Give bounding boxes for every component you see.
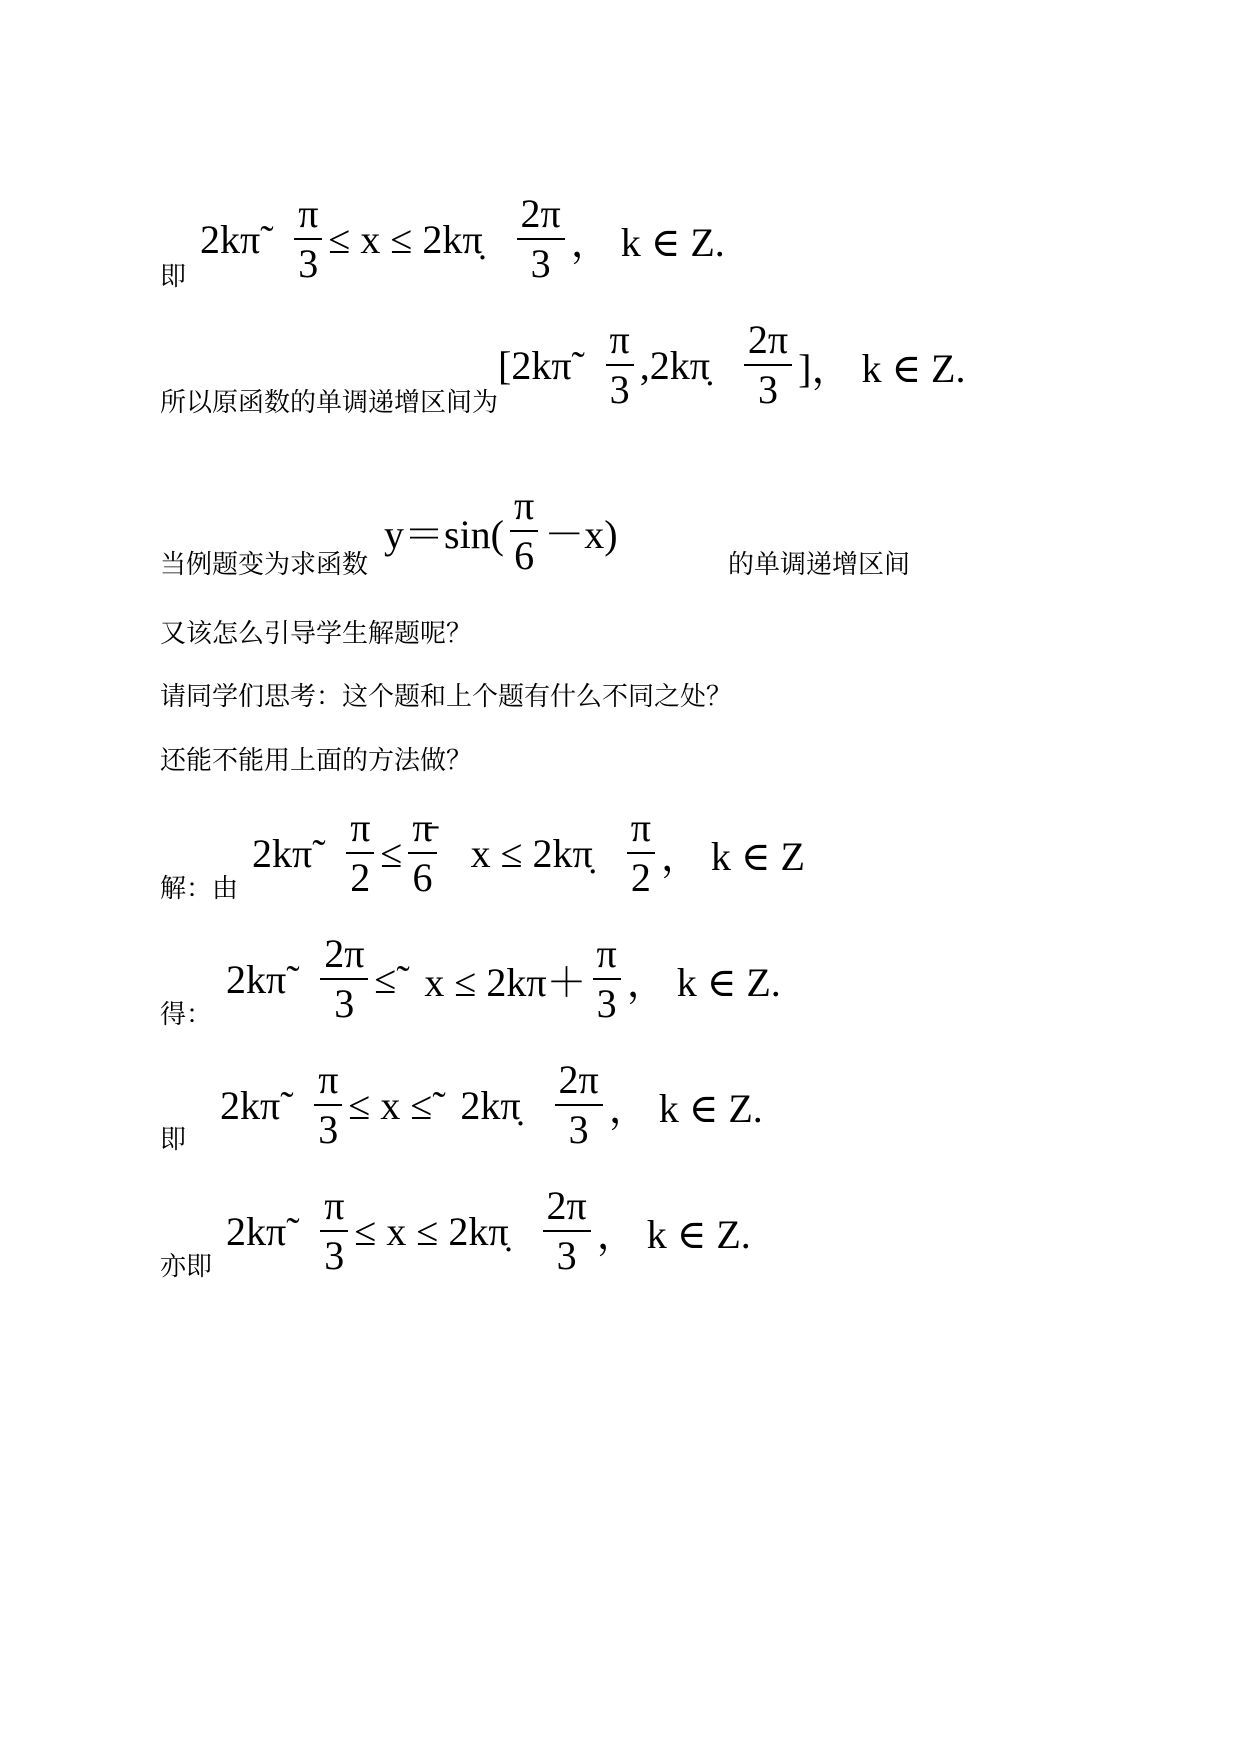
fraction: $\frac{\pi}{3}$ [606,318,634,412]
eq-term: 2kπ̃ [226,956,287,1002]
line-10-equation [226,1184,751,1278]
eq-term: ≤ x ≤ 2kπ̣ [354,1208,509,1254]
eq-term: ]， k ∈ Z. [798,345,966,391]
eq-term: ， k ∈ Z. [596,1211,751,1257]
line-2-label: 所以原函数的单调递增区间为 [160,388,499,418]
line-1-equation [200,192,725,286]
eq-term: ≤̃ [374,956,397,1002]
line-3-equation [384,484,618,578]
paragraph-question-3: 还能不能用上面的方法做？ [160,746,473,776]
eq-term: 2kπ̃ [220,1082,281,1128]
fraction: $\frac{\pi}{3}$ [320,1184,348,1278]
fraction: $\frac{\pi}{3}$ [314,1058,342,1152]
fraction: $\frac{\pi}{2}$ [627,806,655,900]
eq-term: x ≤ 2kπ̣ [470,830,593,876]
fraction: $\frac{2\pi}{3}$ [744,318,792,412]
eq-term: ≤ x ≤ 2kπ̣ [328,216,483,262]
eq-term: ， k ∈ Z. [608,1085,763,1131]
line-solution-equation [252,806,805,900]
fraction: $\frac{\pi}{3}$ [593,932,621,1026]
line-result-equation [226,932,781,1026]
paragraph-question-2: 请同学们思考：这个题和上个题有什么不同之处？ [160,682,733,712]
fraction: $\frac{\pi}{2}$ [346,806,374,900]
line-9-equation [220,1058,763,1152]
line-2-equation [498,318,966,412]
eq-term: ， k ∈ Z. [626,959,781,1005]
line-9-label: 即 [160,1125,187,1155]
eq-term: ≤ [380,830,403,876]
eq-term: ， k ∈ Z. [570,219,725,265]
eq-term: y＝sin( [384,511,504,557]
fraction: $\frac{\pi}{3}$ [294,192,322,286]
fraction: $\frac{\pi̵}{6}$ [408,806,436,900]
eq-term: 2kπ̃ [226,1208,287,1254]
eq-term: x ≤ 2kπ＋ [424,959,587,1005]
fraction: $\frac{2\pi}{3}$ [555,1058,603,1152]
fraction: $\frac{\pi}{6}$ [510,484,538,578]
fraction: $\frac{2\pi}{3}$ [320,932,368,1026]
fraction: $\frac{2\pi}{3}$ [517,192,565,286]
eq-term: 2kπ̃ [252,830,313,876]
line-result-label: 得： [160,1000,213,1030]
paragraph-question-1: 又该怎么引导学生解题呢？ [160,619,473,649]
line-10-label: 亦即 [160,1252,213,1282]
eq-term: 2kπ̃ [200,216,261,262]
line-1-label: 即 [160,262,187,292]
eq-term: 2kπ̣ [460,1082,521,1128]
fraction: $\frac{2\pi}{3}$ [543,1184,591,1278]
eq-term: －x) [544,511,618,557]
line-solution-label: 解：由 [160,874,239,904]
eq-term: ,2kπ̣ [639,342,710,388]
eq-term: [2kπ̃ [498,342,572,388]
line-3-suffix: 的单调递增区间 [728,550,911,580]
eq-term: ， k ∈ Z [660,833,805,879]
line-3-label: 当例题变为求函数 [160,550,369,580]
eq-term: ≤ x ≤̃ [348,1082,433,1128]
